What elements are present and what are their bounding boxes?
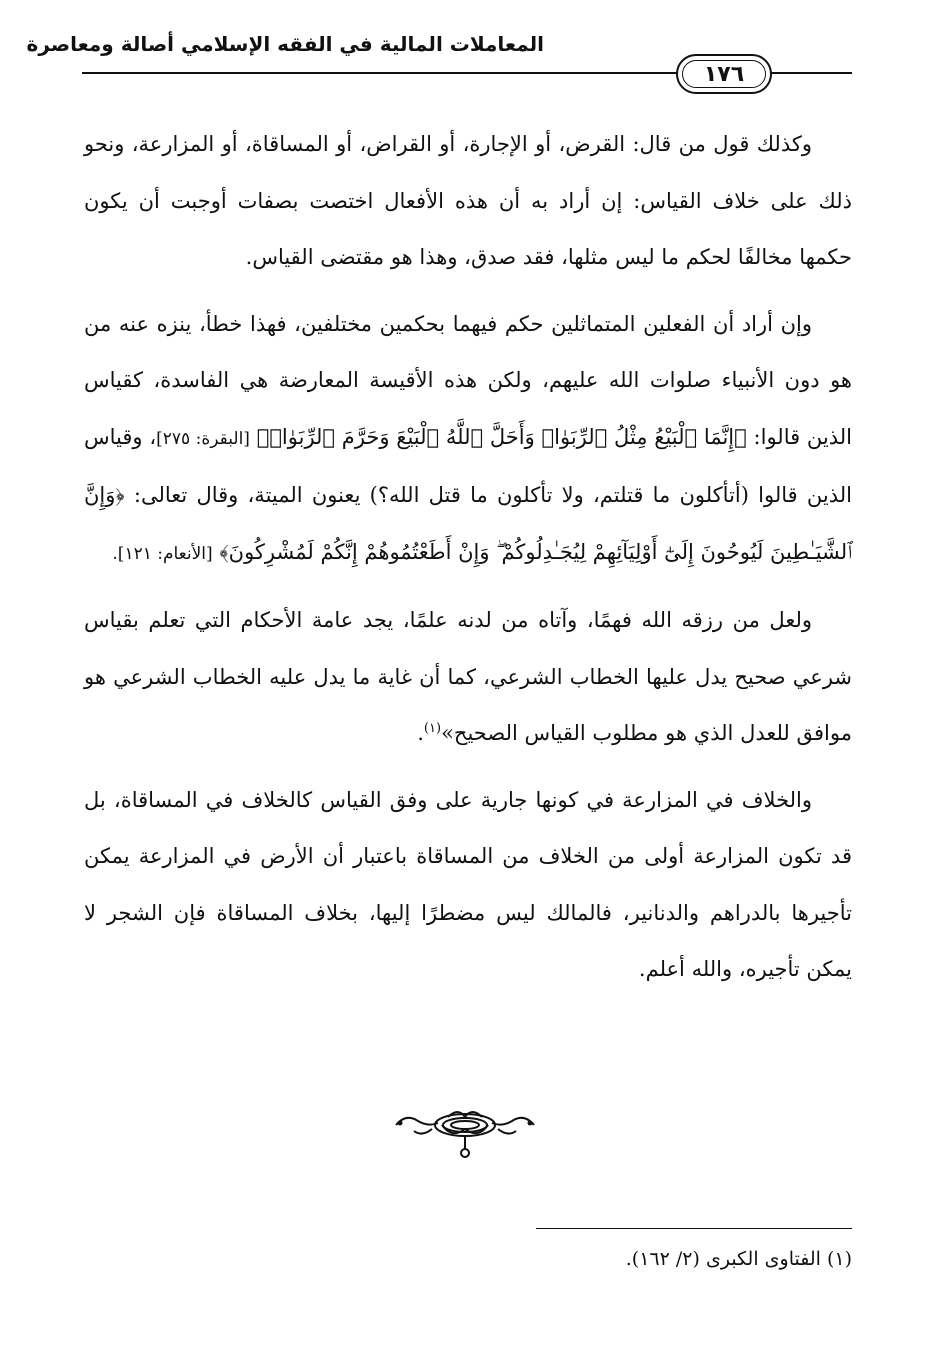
quran-reference-2: [الأنعام: ١٢١]. (112, 543, 213, 564)
running-title: المعاملات المالية في الفقه الإسلامي أصالة ومعاصرة (26, 32, 544, 56)
footnote-marker: (١) (423, 721, 442, 736)
page-number: ١٧٦ (703, 61, 745, 87)
paragraph-3-text: ولعل من رزقه الله فهمًا، وآتاه من لدنه علمًا، يجد عامة الأحكام التي تعلم بقياس شرعي صحيح يدل عليها الخطاب الشرعي، كما أن غاية ما يدل عليه الخطاب الشرعي هو موافق للعدل الذي هو مطلوب القياس الصحيح» (84, 608, 852, 745)
paragraph-3 (84, 592, 852, 762)
paragraph-2 (84, 296, 852, 583)
quran-reference-1: [البقرة: ٢٧٥] (156, 428, 250, 449)
page-number-frame (676, 54, 772, 94)
quran-quote-2: ﴿وَإِنَّ ٱلشَّيَـٰطِينَ لَيُوحُونَ إِلَىٰٓ أَوْلِيَآئِهِمْ لِيُجَـٰدِلُوكُمْ ۖ وَإِنْ أَطَعْتُمُوهُمْ إِنَّكُمْ لَمُشْرِكُونَ﴾ (84, 483, 852, 564)
body-text (84, 116, 852, 1008)
paragraph-2-text-b: ، وقياس الذين قالوا (أتأكلون ما قتلتم، ولا تأكلون ما قتل الله؟) يعنون الميتة، وقال تعالى: (84, 424, 852, 507)
paragraph-1: وكذلك قول من قال: القرض، أو الإجارة، أو القراض، أو المساقاة، أو المزارعة، ونحو ذلك على خلاف القياس: إن أراد به أن هذه الأفعال اختصت بصفات أوجبت أن يكون حكمها مخالفًا لحكم ما ليس مثلها، فقد صدق، وهذا هو مقتضى القياس. (84, 132, 852, 269)
ornament-icon (392, 1103, 538, 1161)
paragraph-2-text-a: وإن أراد أن الفعلين المتماثلين حكم فيهما بحكمين مختلفين، فهذا خطأ، ينزه عنه من هو دون الأنبياء صلوات الله عليهم، ولكن هذه الأقيسة المعارضة هي الفاسدة، كقياس الذين قالوا: (84, 311, 852, 449)
footnote-rule (536, 1228, 852, 1229)
footnote-1: (١) الفتاوى الكبرى (٢/ ١٦٢). (625, 1248, 852, 1270)
paragraph-4: والخلاف في المزارعة في كونها جارية على وفق القياس كالخلاف في المساقاة، بل قد تكون المزارعة أولى من الخلاف من المساقاة باعتبار أن الأرض في المزارعة يمكن تأجيرها بالدراهم والدنانير، فالمالك ليس مضطرًا إليها، بخلاف المساقاة فإن الشجر لا يمكن تأجيره، والله أعلم. (84, 787, 852, 981)
quran-quote-1: ﴿إِنَّمَا ٱلْبَيْعُ مِثْلُ ٱلرِّبَوٰا۟ وَأَحَلَّ ٱللَّهُ ٱلْبَيْعَ وَحَرَّمَ ٱلرِّبَوٰا۟﴾ (256, 424, 747, 449)
paragraph-3-end: . (417, 721, 424, 745)
